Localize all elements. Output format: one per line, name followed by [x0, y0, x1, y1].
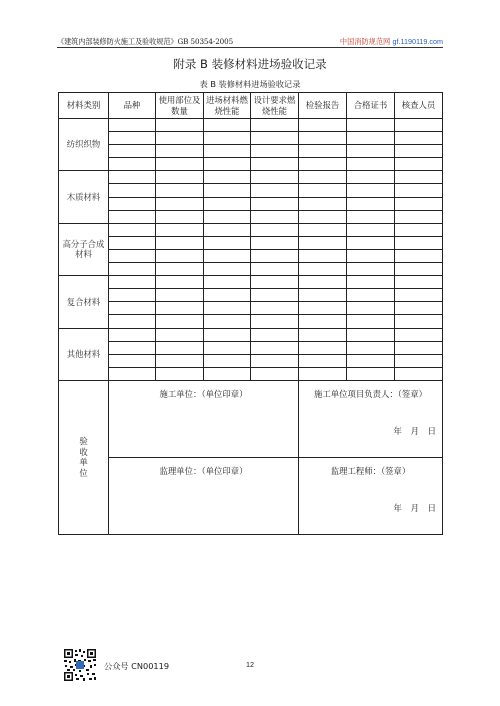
header-rule [57, 47, 443, 48]
supervision-engineer-signature: 监理工程师：（签章） [330, 465, 411, 476]
column-header: 设计要求燃 烧性能 [251, 93, 299, 119]
material-category: 复合材料 [59, 276, 109, 328]
construction-manager-signature: 施工单位项目负责人：（签章） [313, 388, 428, 399]
empty-cell [395, 119, 443, 132]
empty-cell [347, 171, 395, 184]
empty-cell [204, 236, 251, 249]
empty-cell [299, 236, 347, 249]
empty-cell [251, 158, 299, 171]
empty-cell [109, 249, 156, 262]
document-header-site [340, 37, 443, 47]
acceptance-row-construction [59, 380, 443, 457]
empty-cell [347, 354, 395, 367]
empty-cell [251, 276, 299, 289]
empty-cell [395, 302, 443, 315]
table-row [59, 145, 443, 158]
empty-cell [251, 171, 299, 184]
empty-cell [347, 132, 395, 145]
empty-cell [109, 354, 156, 367]
empty-cell [299, 341, 347, 354]
table-row [59, 223, 443, 236]
table-row [59, 263, 443, 276]
empty-cell [251, 302, 299, 315]
empty-cell [299, 132, 347, 145]
empty-cell [299, 354, 347, 367]
empty-cell [395, 132, 443, 145]
empty-cell [395, 289, 443, 302]
empty-cell [156, 184, 204, 197]
table-row [59, 249, 443, 262]
empty-cell [204, 276, 251, 289]
empty-cell [204, 263, 251, 276]
empty-cell [299, 249, 347, 262]
construction-date: 年 月 日 [393, 425, 436, 436]
material-category: 木质材料 [59, 171, 109, 223]
table-row [59, 119, 443, 132]
material-record-table [58, 92, 443, 535]
empty-cell [251, 354, 299, 367]
empty-cell [109, 184, 156, 197]
empty-cell [156, 315, 204, 328]
empty-cell [251, 236, 299, 249]
empty-cell [109, 367, 156, 380]
empty-cell [251, 145, 299, 158]
empty-cell [156, 367, 204, 380]
empty-cell [347, 119, 395, 132]
empty-cell [251, 249, 299, 262]
table-row [59, 315, 443, 328]
empty-cell [347, 367, 395, 380]
empty-cell [251, 210, 299, 223]
empty-cell [299, 210, 347, 223]
empty-cell [251, 263, 299, 276]
empty-cell [109, 210, 156, 223]
empty-cell [156, 341, 204, 354]
construction-unit-seal: 施工单位：（单位印章） [159, 388, 248, 399]
empty-cell [156, 197, 204, 210]
empty-cell [204, 197, 251, 210]
empty-cell [156, 276, 204, 289]
acceptance-row-supervision [59, 457, 443, 534]
empty-cell [299, 184, 347, 197]
table-row [59, 302, 443, 315]
empty-cell [251, 328, 299, 341]
table-row [59, 276, 443, 289]
empty-cell [347, 158, 395, 171]
table-row [59, 197, 443, 210]
empty-cell [109, 302, 156, 315]
empty-cell [395, 354, 443, 367]
empty-cell [395, 210, 443, 223]
table-row [59, 328, 443, 341]
empty-cell [109, 223, 156, 236]
empty-cell [156, 210, 204, 223]
empty-cell [204, 341, 251, 354]
empty-cell [204, 210, 251, 223]
empty-cell [251, 132, 299, 145]
empty-cell [395, 236, 443, 249]
empty-cell [204, 171, 251, 184]
supervision-unit-seal: 监理单位：（单位印章） [159, 465, 248, 476]
empty-cell [109, 171, 156, 184]
empty-cell [395, 367, 443, 380]
empty-cell [251, 341, 299, 354]
empty-cell [299, 171, 347, 184]
empty-cell [204, 223, 251, 236]
empty-cell [156, 158, 204, 171]
empty-cell [299, 367, 347, 380]
empty-cell [347, 145, 395, 158]
empty-cell [347, 184, 395, 197]
table-row [59, 184, 443, 197]
empty-cell [299, 158, 347, 171]
empty-cell [251, 119, 299, 132]
empty-cell [347, 328, 395, 341]
empty-cell [109, 263, 156, 276]
empty-cell [251, 223, 299, 236]
wechat-account: 公众号 CN00119 [104, 661, 170, 671]
empty-cell [347, 315, 395, 328]
empty-cell [251, 315, 299, 328]
empty-cell [395, 263, 443, 276]
empty-cell [347, 210, 395, 223]
empty-cell [347, 341, 395, 354]
empty-cell [347, 197, 395, 210]
empty-cell [156, 302, 204, 315]
empty-cell [204, 158, 251, 171]
table-row [59, 289, 443, 302]
empty-cell [251, 197, 299, 210]
empty-cell [156, 249, 204, 262]
empty-cell [347, 223, 395, 236]
empty-cell [204, 367, 251, 380]
empty-cell [109, 197, 156, 210]
table-row [59, 171, 443, 184]
empty-cell [204, 145, 251, 158]
material-category: 纺织织物 [59, 119, 109, 171]
empty-cell [347, 276, 395, 289]
column-header: 检验报告 [299, 93, 347, 119]
empty-cell [395, 328, 443, 341]
empty-cell [204, 289, 251, 302]
table-row [59, 132, 443, 145]
empty-cell [395, 315, 443, 328]
empty-cell [109, 289, 156, 302]
empty-cell [299, 276, 347, 289]
empty-cell [299, 197, 347, 210]
table-row [59, 367, 443, 380]
empty-cell [109, 276, 156, 289]
empty-cell [299, 315, 347, 328]
appendix-title: 附录 B 装修材料进场验收记录 [173, 57, 327, 71]
empty-cell [299, 145, 347, 158]
empty-cell [347, 289, 395, 302]
construction-unit-cell [109, 380, 299, 457]
empty-cell [156, 171, 204, 184]
empty-cell [109, 236, 156, 249]
empty-cell [251, 184, 299, 197]
acceptance-unit-label: 验 收 单 位 [59, 380, 109, 534]
empty-cell [395, 341, 443, 354]
empty-cell [347, 263, 395, 276]
empty-cell [395, 249, 443, 262]
empty-cell [156, 236, 204, 249]
empty-cell [156, 119, 204, 132]
empty-cell [395, 184, 443, 197]
column-header: 品种 [109, 93, 156, 119]
column-header: 进场材料燃 烧性能 [204, 93, 251, 119]
table-row [59, 158, 443, 171]
empty-cell [395, 223, 443, 236]
empty-cell [299, 263, 347, 276]
empty-cell [395, 158, 443, 171]
empty-cell [347, 236, 395, 249]
empty-cell [109, 145, 156, 158]
empty-cell [109, 328, 156, 341]
empty-cell [204, 132, 251, 145]
column-header: 材料类别 [59, 93, 109, 119]
empty-cell [204, 184, 251, 197]
material-category: 高分子合成 材料 [59, 223, 109, 275]
empty-cell [395, 171, 443, 184]
empty-cell [347, 302, 395, 315]
empty-cell [156, 132, 204, 145]
empty-cell [109, 119, 156, 132]
empty-cell [347, 249, 395, 262]
empty-cell [156, 354, 204, 367]
table-row [59, 341, 443, 354]
empty-cell [204, 315, 251, 328]
site-name: 中国消防规范网 [339, 37, 391, 46]
empty-cell [156, 223, 204, 236]
material-category: 其他材料 [59, 328, 109, 380]
empty-cell [251, 289, 299, 302]
empty-cell [156, 289, 204, 302]
empty-cell [204, 302, 251, 315]
table-row [59, 354, 443, 367]
page-number: 12 [246, 660, 254, 669]
empty-cell [395, 145, 443, 158]
site-link[interactable]: gf.1190119.com [392, 37, 443, 46]
empty-cell [299, 119, 347, 132]
empty-cell [156, 328, 204, 341]
column-header: 使用部位及 数量 [156, 93, 204, 119]
empty-cell [395, 197, 443, 210]
empty-cell [251, 367, 299, 380]
empty-cell [109, 341, 156, 354]
empty-cell [299, 289, 347, 302]
empty-cell [204, 249, 251, 262]
empty-cell [156, 145, 204, 158]
empty-cell [156, 263, 204, 276]
empty-cell [299, 302, 347, 315]
table-caption: 表 B 装修材料进场验收记录 [199, 79, 301, 89]
empty-cell [395, 276, 443, 289]
empty-cell [109, 132, 156, 145]
empty-cell [109, 158, 156, 171]
empty-cell [204, 328, 251, 341]
table-row [59, 210, 443, 223]
supervision-date: 年 月 日 [393, 502, 436, 513]
table-header-row [59, 93, 443, 119]
empty-cell [204, 354, 251, 367]
empty-cell [109, 315, 156, 328]
column-header: 合格证书 [347, 93, 395, 119]
empty-cell [204, 119, 251, 132]
column-header: 核查人员 [395, 93, 443, 119]
supervision-unit-cell [109, 457, 299, 534]
table-row [59, 236, 443, 249]
construction-manager-cell [299, 380, 443, 457]
supervision-engineer-cell [299, 457, 443, 534]
empty-cell [299, 223, 347, 236]
document-header-title: 《建筑内部装修防火施工及验收规范》GB 50354-2005 [57, 37, 234, 46]
empty-cell [299, 328, 347, 341]
